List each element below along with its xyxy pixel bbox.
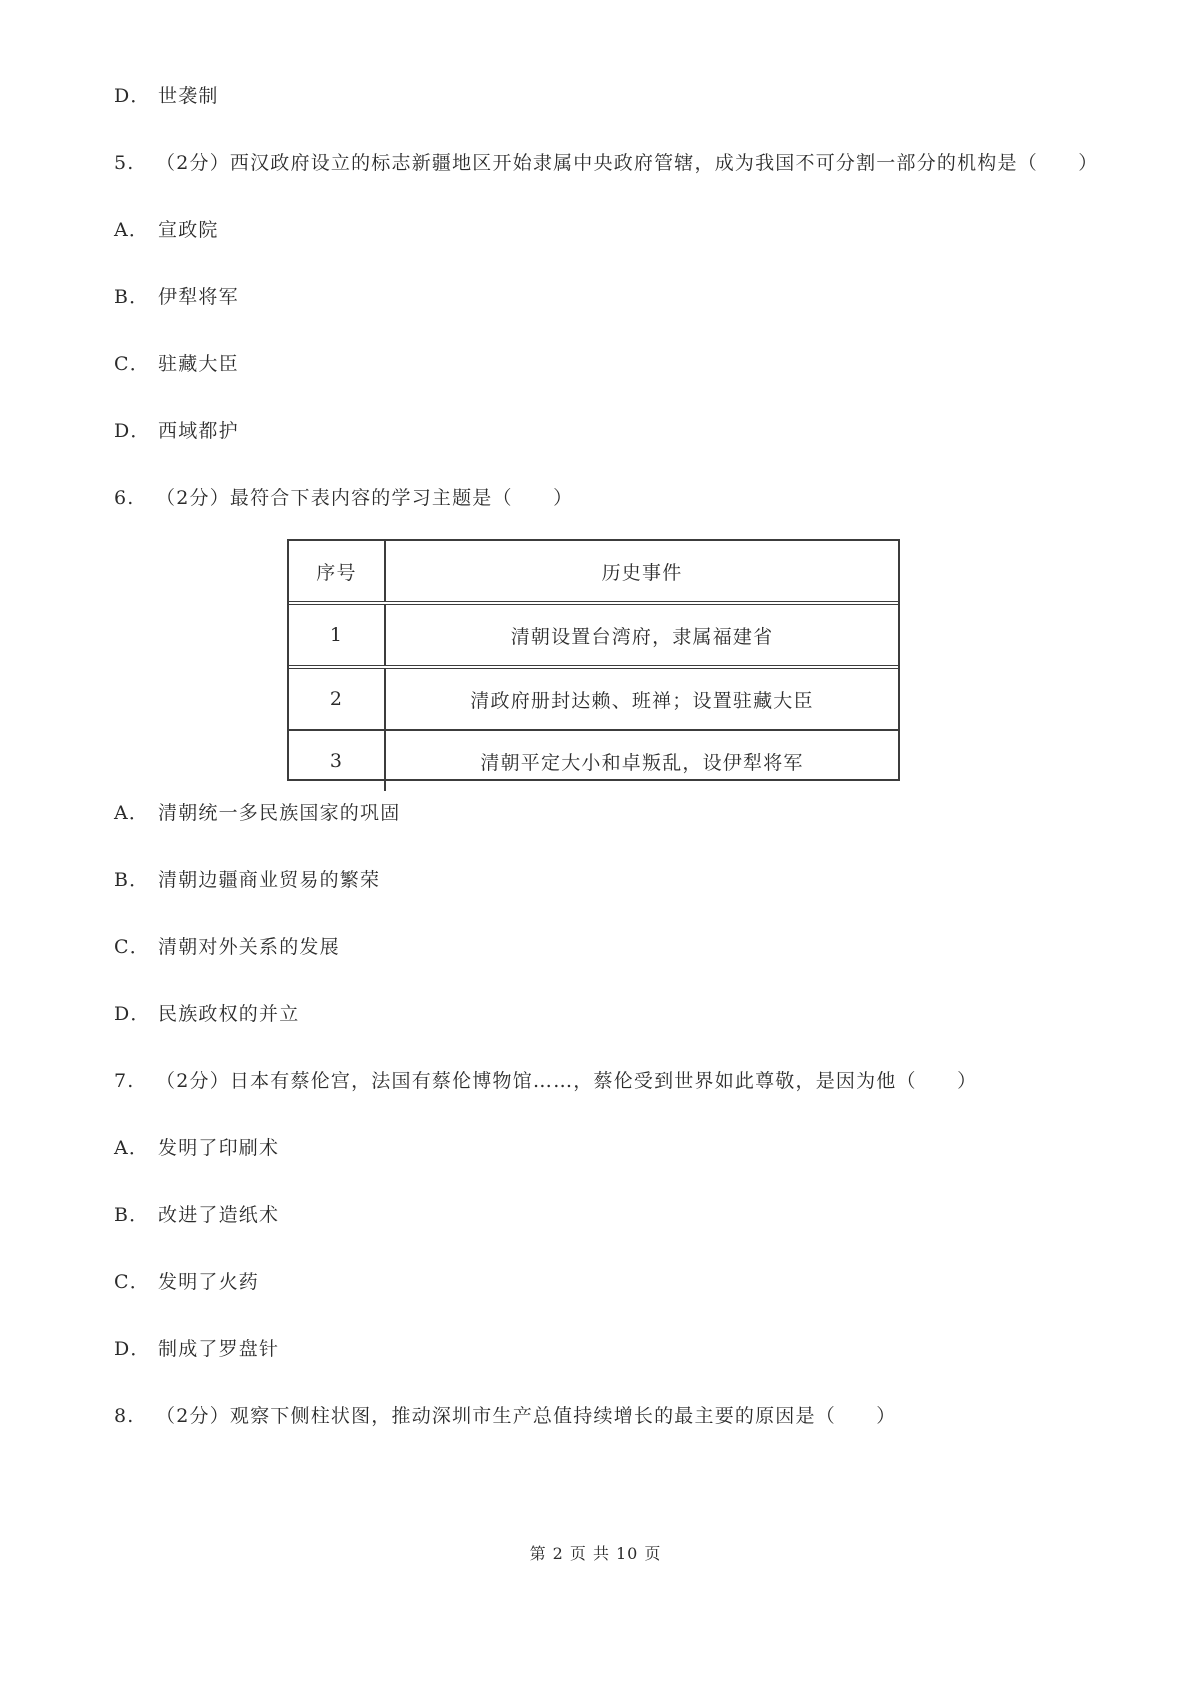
option-letter: B． xyxy=(114,1204,150,1226)
option-letter: D． xyxy=(114,420,151,442)
option-letter: D． xyxy=(114,1003,151,1025)
question-7 xyxy=(114,1069,977,1093)
q7-option-c xyxy=(114,1270,259,1294)
footer-total-pages: 10 xyxy=(615,1544,639,1563)
question-8 xyxy=(114,1404,897,1428)
question-stem: 西汉政府设立的标志新疆地区开始隶属中央政府管辖，成为我国不可分割一部分的机构是（ ） xyxy=(229,152,1099,174)
table-cell: 清朝设置台湾府，隶属福建省 xyxy=(385,603,898,667)
table-row xyxy=(289,730,898,791)
option-text: 西域都护 xyxy=(158,420,239,442)
table-row xyxy=(289,667,898,730)
question-score: （2分） xyxy=(156,1070,230,1092)
option-letter: C． xyxy=(114,936,150,958)
page-footer xyxy=(0,1541,1191,1564)
question-number: 8. xyxy=(114,1405,135,1427)
option-letter: B． xyxy=(114,869,150,891)
question-stem: 最符合下表内容的学习主题是（ ） xyxy=(229,487,574,509)
table-header-row xyxy=(289,541,898,603)
question-number: 7. xyxy=(114,1070,135,1092)
option-text: 改进了造纸术 xyxy=(158,1204,280,1226)
table-cell: 清政府册封达赖、班禅；设置驻藏大臣 xyxy=(385,667,898,730)
option-text: 世袭制 xyxy=(158,85,219,107)
q5-option-d xyxy=(114,419,239,443)
table-cell: 2 xyxy=(289,667,385,730)
option-text: 发明了印刷术 xyxy=(158,1137,280,1159)
option-text: 伊犁将军 xyxy=(158,286,239,308)
question-score: （2分） xyxy=(156,487,230,509)
q7-option-b xyxy=(114,1203,279,1227)
q7-option-a xyxy=(114,1136,279,1160)
q5-option-b xyxy=(114,285,239,309)
q6-option-c xyxy=(114,935,340,959)
q4-option-d xyxy=(114,84,219,108)
q7-option-d xyxy=(114,1337,279,1361)
option-text: 清朝对外关系的发展 xyxy=(158,936,340,958)
option-text: 制成了罗盘针 xyxy=(158,1338,280,1360)
option-text: 宣政院 xyxy=(158,219,219,241)
q5-option-c xyxy=(114,352,239,376)
q6-option-d xyxy=(114,1002,299,1026)
option-text: 发明了火药 xyxy=(158,1271,260,1293)
option-text: 驻藏大臣 xyxy=(158,353,239,375)
footer-page-number: 2 xyxy=(552,1544,564,1563)
events-table xyxy=(287,539,900,781)
option-letter: D． xyxy=(114,1338,151,1360)
q5-option-a xyxy=(114,218,219,242)
table-cell: 1 xyxy=(289,603,385,667)
question-number: 5. xyxy=(114,152,135,174)
table-header-cell: 历史事件 xyxy=(385,541,898,603)
question-5 xyxy=(114,151,1099,175)
footer-suffix: 页 xyxy=(644,1544,662,1563)
option-letter: D． xyxy=(114,85,151,107)
option-letter: A． xyxy=(114,1137,150,1159)
option-text: 民族政权的并立 xyxy=(158,1003,300,1025)
q6-option-b xyxy=(114,868,380,892)
question-score: （2分） xyxy=(156,152,230,174)
option-letter: A． xyxy=(114,219,150,241)
table-cell: 3 xyxy=(289,730,385,791)
footer-prefix: 第 xyxy=(529,1544,547,1563)
option-letter: A． xyxy=(114,802,150,824)
question-score: （2分） xyxy=(156,1405,230,1427)
table-row xyxy=(289,603,898,667)
option-text: 清朝统一多民族国家的巩固 xyxy=(158,802,401,824)
question-6 xyxy=(114,486,573,510)
question-number: 6. xyxy=(114,487,135,509)
table-header-cell: 序号 xyxy=(289,541,385,603)
q6-option-a xyxy=(114,801,400,825)
option-text: 清朝边疆商业贸易的繁荣 xyxy=(158,869,381,891)
footer-mid: 页 共 xyxy=(569,1544,610,1563)
table-cell: 清朝平定大小和卓叛乱，设伊犁将军 xyxy=(480,751,804,774)
question-stem: 观察下侧柱状图，推动深圳市生产总值持续增长的最主要的原因是（ ） xyxy=(229,1405,897,1427)
option-letter: C． xyxy=(114,353,150,375)
option-letter: B． xyxy=(114,286,150,308)
option-letter: C． xyxy=(114,1271,150,1293)
question-stem: 日本有蔡伦宫，法国有蔡伦博物馆……，蔡伦受到世界如此尊敬，是因为他（ ） xyxy=(229,1070,978,1092)
